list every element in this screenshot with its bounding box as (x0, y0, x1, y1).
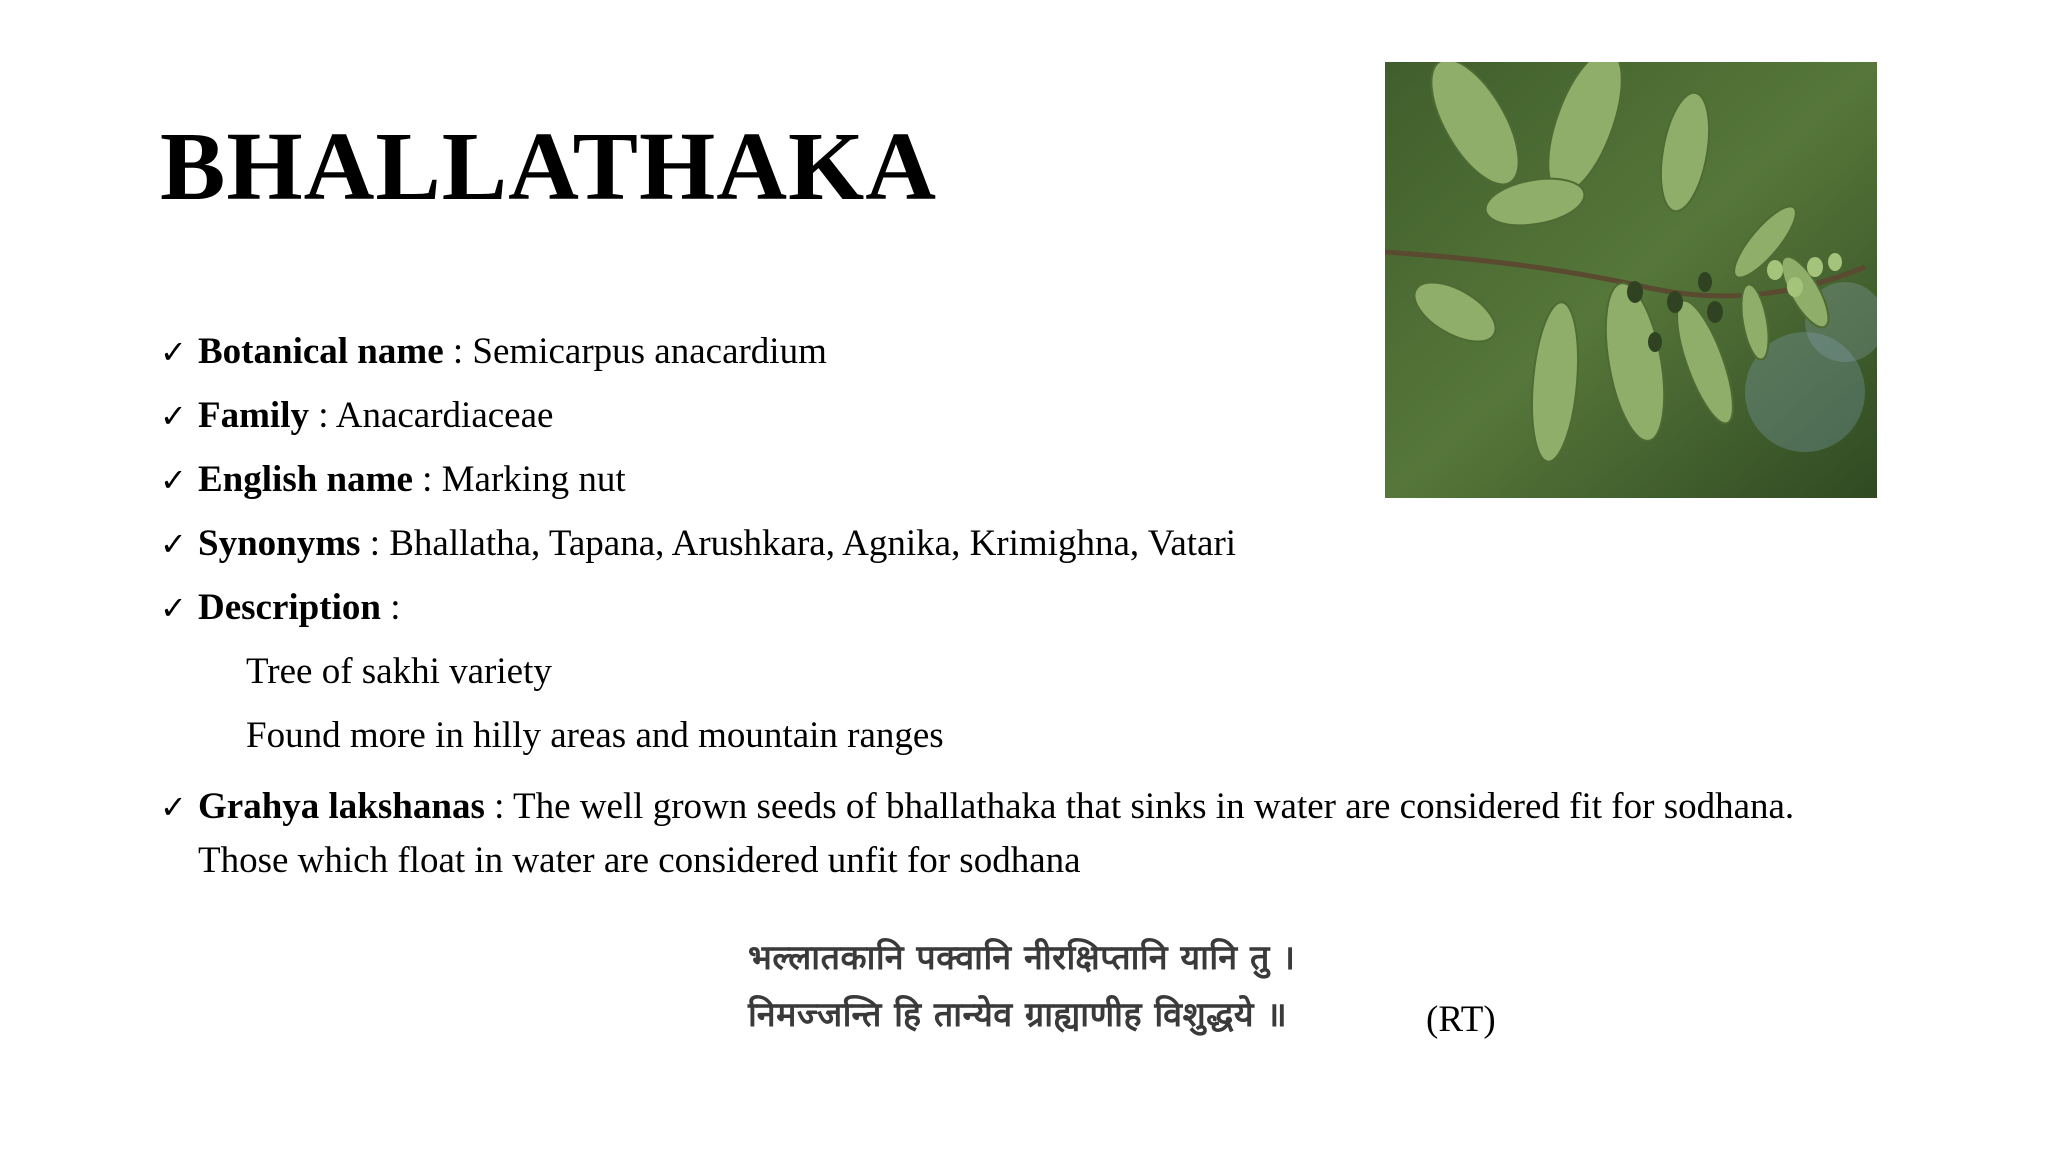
item-value: Anacardiaceae (335, 395, 554, 436)
bhallathaka-branch-photo (1385, 62, 1877, 498)
grahya-continuation: Those which float in water are considered unfit for sodhana (198, 840, 1081, 881)
list-item-grahya-lakshanas (160, 785, 1794, 829)
sanskrit-verse (748, 930, 1296, 1044)
list-item-description (160, 586, 400, 630)
list-item-synonyms (160, 522, 1236, 566)
item-value: The well grown seeds of bhallathaka that sinks in water are considered fit for sodhana. (512, 786, 1795, 827)
item-label: Botanical name (198, 331, 444, 372)
item-value: Marking nut (441, 459, 626, 500)
checkmark-icon: ✓ (160, 397, 187, 435)
item-separator: : (360, 523, 390, 564)
item-label: Grahya lakshanas (198, 786, 485, 827)
item-value: Semicarpus anacardium (472, 331, 827, 372)
item-separator: : (443, 331, 473, 372)
list-item-family (160, 394, 553, 438)
item-separator: : (412, 459, 442, 500)
item-label: Family (198, 395, 309, 436)
item-separator: : (484, 786, 513, 827)
checkmark-icon: ✓ (160, 525, 187, 563)
checkmark-icon: ✓ (160, 589, 187, 627)
verse-line-1: भल्लातकानि पक्वानि नीरक्षिप्तानि यानि तु । (748, 938, 1296, 978)
item-label: English name (198, 459, 413, 500)
checkmark-icon: ✓ (160, 461, 187, 499)
description-line: Tree of sakhi variety (246, 651, 552, 692)
item-separator: : (380, 587, 401, 628)
list-item-botanical-name (160, 330, 827, 374)
list-item-english-name (160, 458, 626, 502)
checkmark-icon: ✓ (160, 788, 187, 826)
checkmark-icon: ✓ (160, 333, 187, 371)
page-title: BHALLATHAKA (160, 113, 937, 221)
item-value: Bhallatha, Tapana, Arushkara, Agnika, Krimighna, Vatari (389, 523, 1237, 564)
verse-line-2: निमज्जन्ति हि तान्येव ग्राह्याणीह विशुद्धये ॥ (748, 995, 1288, 1035)
item-separator: : (308, 395, 336, 436)
source-reference: (RT) (1426, 999, 1496, 1040)
description-line: Found more in hilly areas and mountain ranges (246, 715, 944, 756)
item-label: Synonyms (198, 523, 361, 564)
item-label: Description (198, 587, 381, 628)
